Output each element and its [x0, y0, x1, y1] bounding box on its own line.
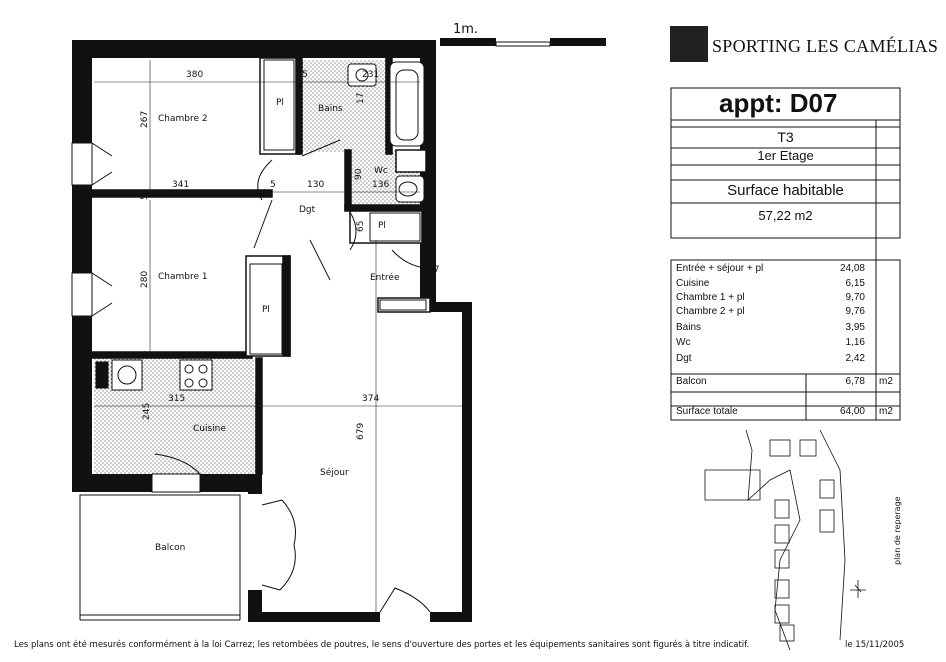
dim-label: 65: [356, 220, 366, 232]
room-sejour: Séjour: [320, 468, 349, 478]
door-number: 07: [428, 265, 440, 275]
balcon-label: Balcon: [676, 376, 707, 387]
room-entree: Entrée: [370, 273, 400, 283]
balcon-unit: m2: [879, 376, 893, 387]
dim-label: 5: [344, 180, 350, 190]
area-label: Bains: [676, 322, 702, 333]
total-row: [671, 405, 900, 419]
brand-name: SPORTING LES CAMÉLIAS: [712, 36, 939, 56]
area-value: 24,08: [839, 263, 865, 274]
area-value: 3,95: [845, 322, 865, 333]
dim-label: 90: [354, 168, 364, 180]
area-row: [671, 291, 900, 305]
footer-date: le 15/11/2005: [845, 640, 905, 650]
room-chambre-2: Chambre 2: [158, 114, 208, 124]
area-label: Cuisine: [676, 278, 710, 289]
area-row: [671, 352, 900, 366]
dim-label: 380: [186, 70, 204, 80]
area-label: Chambre 1 + pl: [676, 292, 745, 303]
dim-label: 231: [362, 70, 380, 80]
unit-code: appt: D07: [719, 88, 838, 118]
balcon-value: 6,78: [845, 376, 865, 387]
room-wc: Wc: [374, 166, 388, 176]
total-label: Surface totale: [676, 406, 738, 417]
total-unit: m2: [879, 406, 893, 417]
dim-label: 679: [356, 422, 366, 440]
surface-label: Surface habitable: [727, 182, 844, 199]
area-label: Chambre 2 + pl: [676, 306, 745, 317]
area-value: 2,42: [845, 353, 865, 364]
dim-label: 374: [362, 394, 380, 404]
dim-label: 315: [168, 394, 186, 404]
dim-label: 17: [356, 92, 366, 104]
room-bains: Bains: [318, 104, 343, 114]
placard-label: Pl: [378, 221, 386, 231]
brand-logo: [670, 26, 708, 62]
site-map-label: plan de reperage: [893, 496, 902, 565]
dim-label: 5: [140, 194, 150, 200]
area-value: 9,70: [845, 292, 865, 303]
room-chambre-1: Chambre 1: [158, 272, 208, 282]
surface-value: 57,22 m2: [758, 208, 813, 223]
area-label: Dgt: [676, 353, 692, 364]
placard-label: Pl: [276, 98, 284, 108]
placard-label: Pl: [262, 305, 270, 315]
footer-note: Les plans ont été mesurés conformément à la loi Carrez; les retombées de poutres, le sens d'ouverture des portes et les équipements sanitaires sont figurés à titre indicatif.: [14, 640, 750, 650]
area-value: 9,76: [845, 306, 865, 317]
area-row: [671, 336, 900, 350]
area-label: Wc: [676, 337, 691, 348]
dim-label: 341: [172, 180, 190, 190]
total-value: 64,00: [839, 406, 865, 417]
dim-label: 136: [372, 180, 390, 190]
dim-label: 245: [142, 402, 152, 420]
area-row: [671, 277, 900, 291]
area-row: [671, 305, 900, 319]
dim-label: 267: [140, 110, 150, 128]
dim-label: 5: [302, 70, 308, 80]
scale-label: 1m.: [453, 22, 479, 37]
dim-label: 5: [270, 180, 276, 190]
unit-type: T3: [777, 129, 794, 145]
dim-label: 130: [307, 180, 325, 190]
site-map: [705, 430, 866, 650]
area-row: [671, 262, 900, 276]
unit-floor: 1er Etage: [757, 148, 814, 163]
room-dgt: Dgt: [299, 205, 316, 215]
dim-label: 280: [140, 270, 150, 288]
area-row: [671, 321, 900, 335]
scale-bar: [440, 38, 606, 46]
room-cuisine: Cuisine: [193, 424, 226, 434]
area-value: 1,16: [845, 337, 865, 348]
cuisine-tiles: [94, 392, 260, 474]
room-balcon: Balcon: [155, 543, 186, 553]
dim-label: 5: [140, 350, 150, 356]
area-value: 6,15: [845, 278, 865, 289]
balcon-area: [80, 495, 240, 615]
area-label: Entrée + séjour + pl: [676, 263, 764, 274]
balcon-row: [671, 375, 900, 389]
